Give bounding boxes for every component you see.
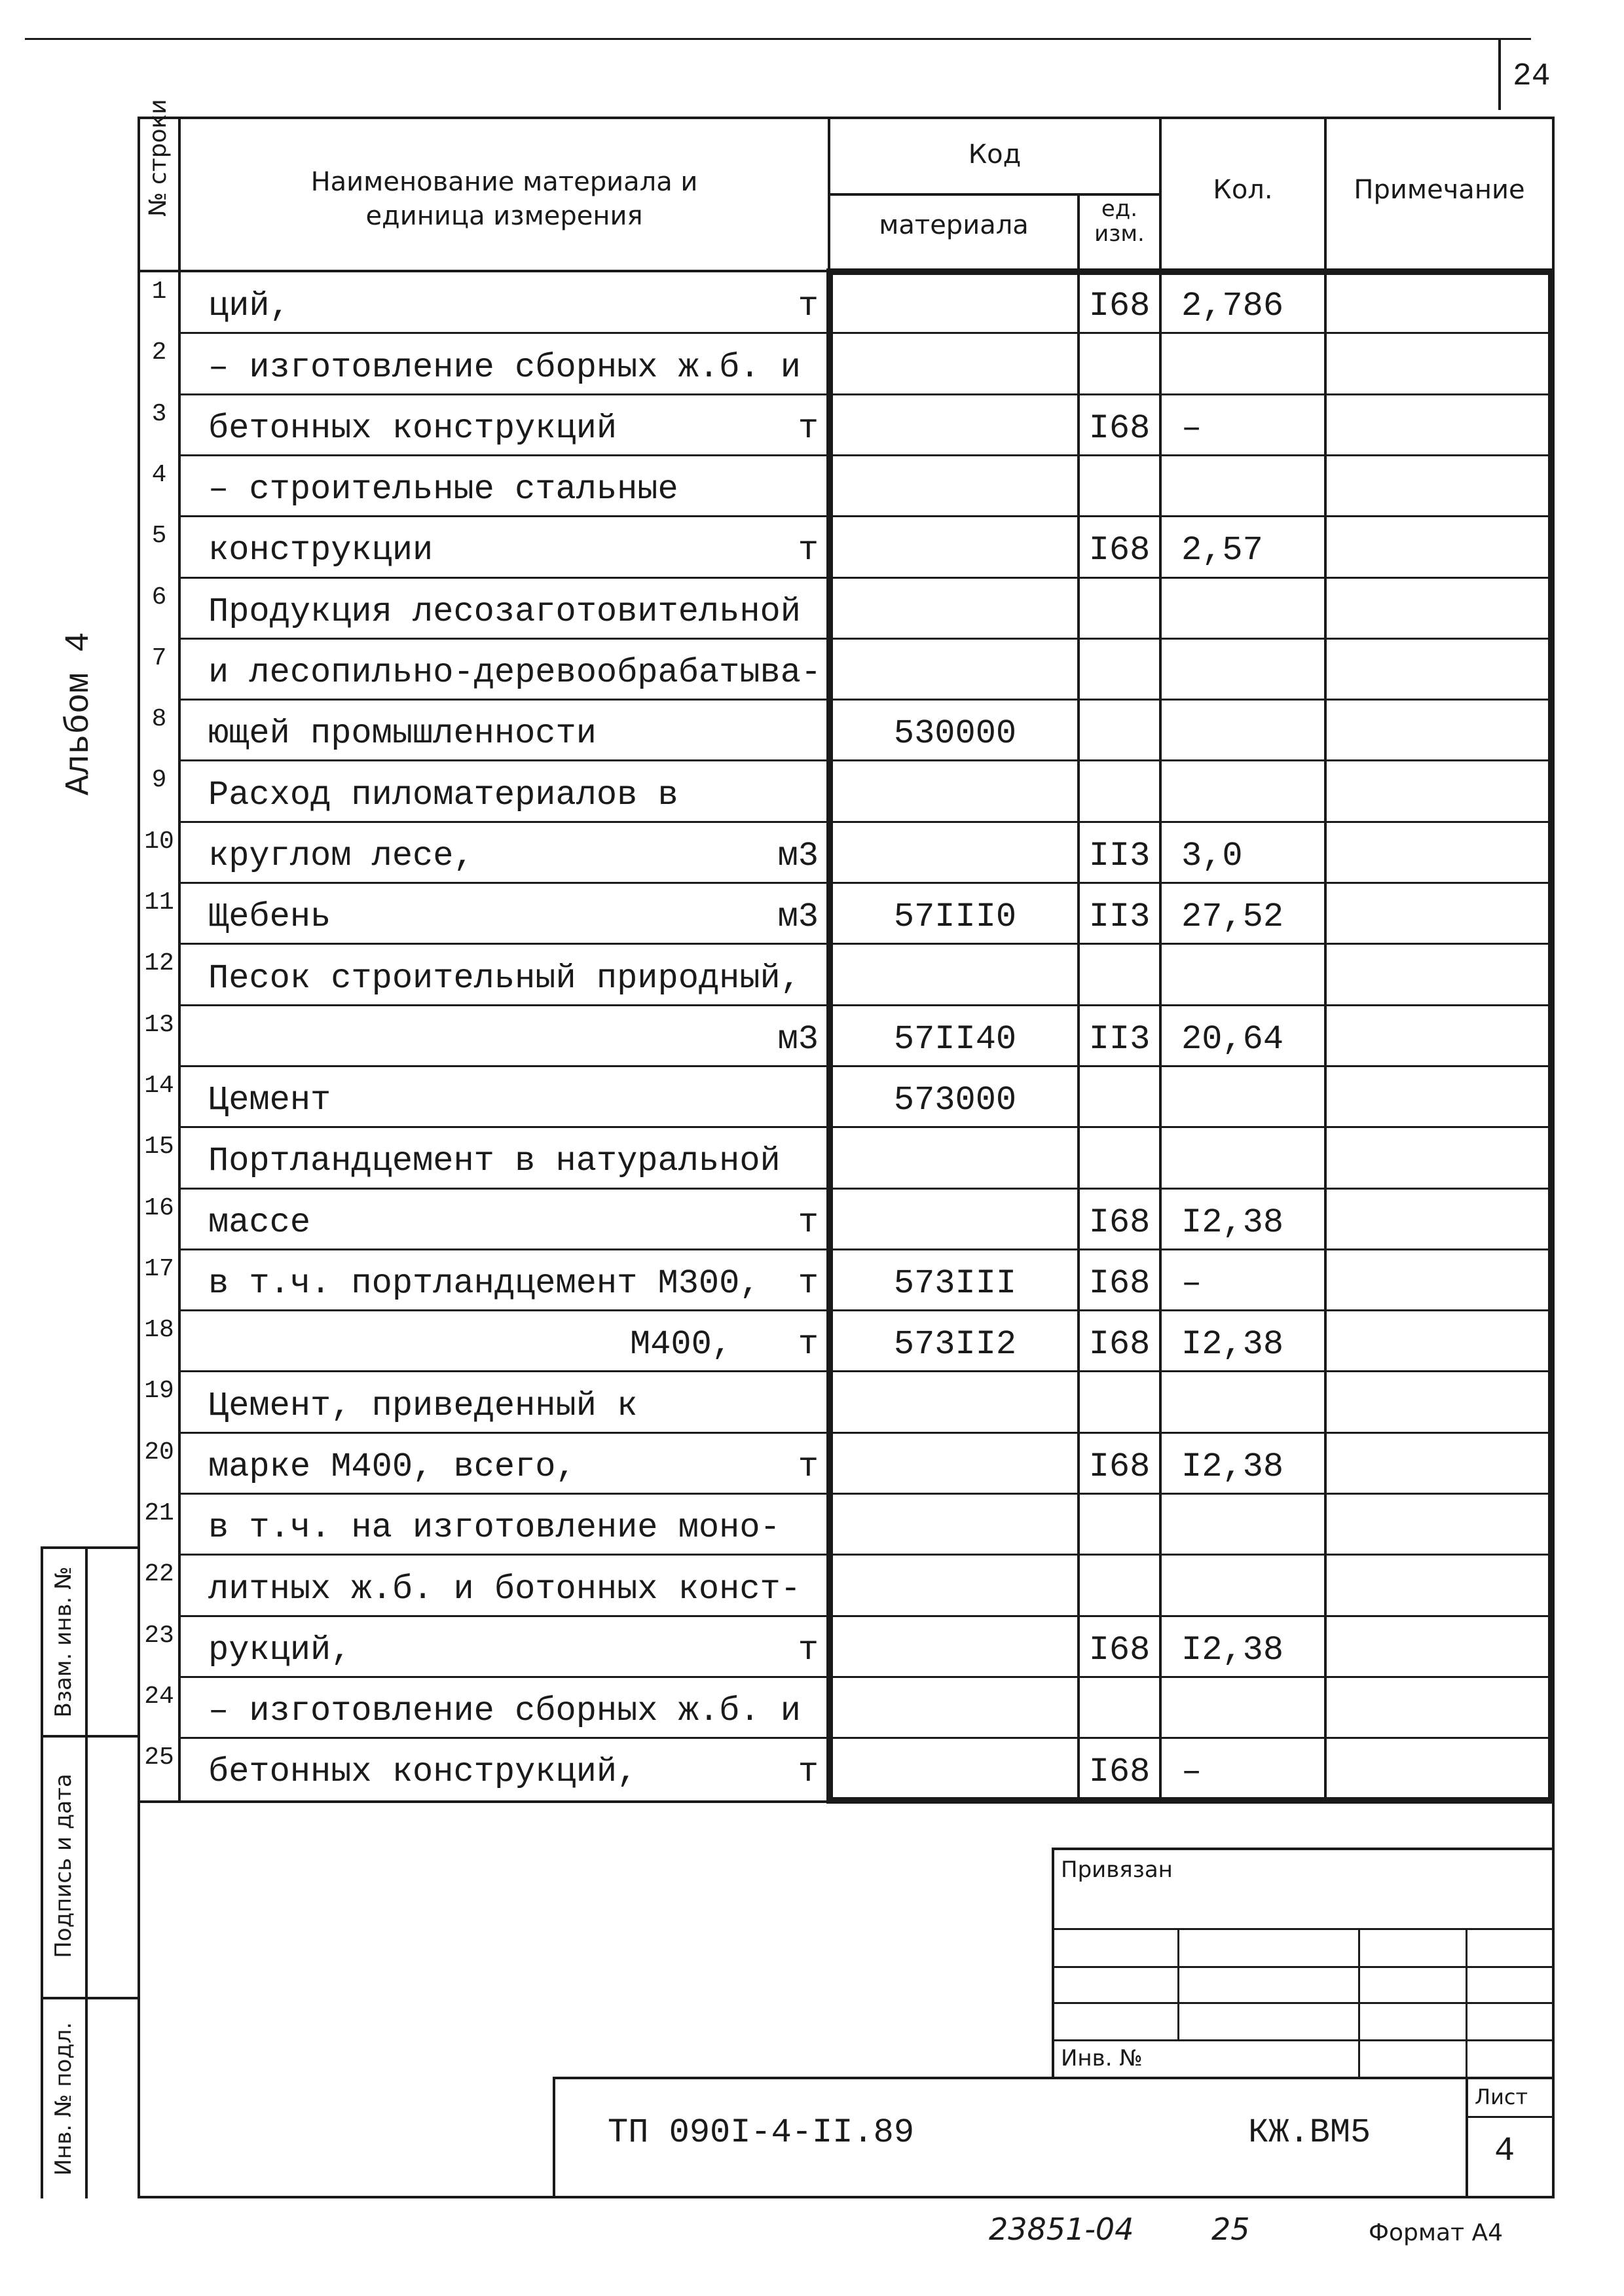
row-number: 13 — [144, 1010, 174, 1039]
side-label-inv-podl: Инв. № подл. — [50, 2022, 77, 2176]
row-unit-code: I68 — [1088, 1753, 1151, 1792]
row-unit: т — [798, 1447, 819, 1486]
row-unit-code — [1080, 578, 1159, 631]
row-unit — [753, 456, 819, 509]
header-unit-line2: изм. — [1094, 221, 1145, 247]
row-unit: т — [798, 1753, 819, 1792]
row-unit-code: I68 — [1088, 1325, 1151, 1364]
row-number: 6 — [151, 583, 167, 611]
row-quantity: I2,38 — [1181, 1325, 1284, 1364]
row-unit-code — [1080, 944, 1159, 997]
row-quantity — [1162, 333, 1324, 386]
stamp-grid-v1 — [1177, 1928, 1179, 2039]
row-code — [833, 822, 1077, 875]
row-code — [833, 1127, 1077, 1180]
row-code — [833, 333, 1077, 386]
header-row-no: № строки — [144, 99, 172, 217]
side-label-podpis: Подпись и дата — [50, 1774, 77, 1958]
row-code — [833, 456, 1077, 509]
table-bottom-line — [138, 1800, 828, 1803]
footer-format: Формат А4 — [1369, 2219, 1504, 2246]
header-name-line1: Наименование материала и — [310, 167, 698, 197]
stamp-main-left — [553, 2077, 555, 2198]
row-unit-code: II3 — [1088, 898, 1151, 937]
row-number: 4 — [151, 460, 167, 489]
row-unit-code — [1080, 639, 1159, 692]
stamp-left — [1052, 1848, 1054, 2077]
top-rule — [25, 38, 1531, 40]
row-unit-code: I68 — [1088, 287, 1151, 326]
row-unit — [753, 761, 819, 814]
row-unit-code: II3 — [1088, 1019, 1151, 1059]
stamp-mark: КЖ.ВМ5 — [1248, 2113, 1371, 2152]
row-quantity — [1162, 761, 1324, 814]
row-unit — [753, 1372, 819, 1425]
row-unit-code — [1080, 1555, 1159, 1608]
row-unit-code: I68 — [1088, 1447, 1151, 1486]
page-number-divider — [1498, 38, 1501, 110]
row-name — [208, 1006, 811, 1059]
side-box-sep2 — [41, 1997, 139, 1999]
row-code — [833, 1616, 1077, 1669]
row-name: Портландцемент в натуральной — [208, 1142, 781, 1181]
row-quantity: – — [1181, 1753, 1202, 1792]
row-quantity — [1162, 1372, 1324, 1425]
row-name: – строительные стальные — [208, 470, 678, 509]
row-number: 5 — [151, 522, 167, 551]
row-name: марке М400, всего, — [208, 1447, 576, 1486]
row-code — [833, 395, 1077, 448]
row-name: – изготовление сборных ж.б. и — [208, 1692, 801, 1731]
row-code — [833, 761, 1077, 814]
stamp-sheet-label: Лист — [1475, 2085, 1528, 2109]
stamp-grid-v3 — [1466, 1928, 1467, 2077]
row-number: 1 — [151, 278, 167, 306]
row-unit-code: I68 — [1088, 531, 1151, 570]
row-unit — [753, 333, 819, 386]
row-code — [833, 578, 1077, 631]
row-quantity — [1162, 1494, 1324, 1547]
row-number: 8 — [151, 705, 167, 734]
row-number: 23 — [144, 1621, 174, 1650]
row-code: 573II2 — [893, 1325, 1017, 1364]
row-unit-code — [1080, 1372, 1159, 1425]
thick-bottom — [826, 1797, 1555, 1804]
row-code — [833, 1555, 1077, 1608]
col-note-line — [1324, 117, 1327, 1803]
row-name: Щебень — [208, 898, 331, 937]
row-unit-code — [1080, 1677, 1159, 1730]
row-unit: т — [798, 1264, 819, 1303]
row-quantity: I2,38 — [1181, 1630, 1284, 1669]
side-box-divider — [85, 1546, 88, 2198]
row-code — [833, 1738, 1077, 1791]
row-quantity — [1162, 1555, 1324, 1608]
row-unit: т — [798, 1325, 819, 1364]
row-unit-code: I68 — [1088, 1630, 1151, 1669]
thick-right — [1548, 268, 1555, 1804]
row-number: 21 — [144, 1499, 174, 1527]
header-unit-line1: ед. — [1101, 196, 1138, 222]
row-quantity: 20,64 — [1181, 1019, 1284, 1059]
row-quantity — [1162, 944, 1324, 997]
row-code — [833, 639, 1077, 692]
row-name: массе — [208, 1203, 311, 1242]
row-quantity: 2,786 — [1181, 287, 1284, 326]
thick-left — [826, 268, 833, 1804]
row-name: ющей промышленности — [208, 714, 597, 754]
row-code — [833, 1372, 1077, 1425]
stamp-top — [1052, 1848, 1555, 1850]
header-note: Примечание — [1354, 175, 1525, 205]
row-number: 18 — [144, 1316, 174, 1345]
row-unit-code: I68 — [1088, 409, 1151, 448]
stamp-grid-h3 — [1052, 2002, 1555, 2004]
row-code — [833, 1494, 1077, 1547]
row-quantity — [1162, 1066, 1324, 1120]
frame-bottom — [138, 2196, 1555, 2198]
row-quantity: 2,57 — [1181, 531, 1263, 570]
row-unit-code — [1080, 1127, 1159, 1180]
stamp-grid-v2 — [1358, 1928, 1360, 2077]
stamp-sheet-sep — [1466, 2116, 1555, 2118]
row-quantity: – — [1181, 1264, 1202, 1303]
header-name — [181, 165, 828, 233]
row-code — [833, 1189, 1077, 1242]
row-unit-code: I68 — [1088, 1203, 1151, 1242]
stamp-sheet-left — [1466, 2077, 1468, 2198]
row-name: рукций, — [208, 1630, 352, 1669]
row-name: литных ж.б. и ботонных конст- — [208, 1569, 801, 1609]
row-number: 14 — [144, 1071, 174, 1100]
header-material: материала — [879, 210, 1029, 240]
row-code: 57III0 — [893, 898, 1017, 937]
row-quantity: I2,38 — [1181, 1203, 1284, 1242]
row-unit: м3 — [777, 898, 819, 937]
row-quantity — [1162, 578, 1324, 631]
row-name: М400, — [629, 1325, 732, 1364]
row-quantity: – — [1181, 409, 1202, 448]
row-name: в т.ч. портландцемент М300, — [208, 1264, 760, 1303]
row-quantity — [1162, 1677, 1324, 1730]
row-unit — [753, 944, 819, 997]
frame-top — [138, 117, 1555, 119]
stamp-grid-h2 — [1052, 1966, 1555, 1968]
row-unit-code — [1080, 333, 1159, 386]
stamp-inv-no: Инв. № — [1061, 2045, 1143, 2071]
row-unit — [753, 1677, 819, 1730]
row-unit: т — [798, 409, 819, 448]
stamp-doc-code: ТП 090I-4-II.89 — [608, 2113, 915, 2152]
row-number: 10 — [144, 827, 174, 856]
row-name: Продукция лесозаготовительной — [208, 592, 801, 631]
side-label-vzam: Взам. инв. № — [50, 1566, 77, 1718]
row-number: 20 — [144, 1438, 174, 1467]
header-unit — [1080, 196, 1159, 246]
header-qty: Кол. — [1213, 175, 1273, 205]
row-code: 57II40 — [893, 1019, 1017, 1059]
row-unit — [753, 1127, 819, 1180]
row-name: бетонных конструкций, — [208, 1753, 638, 1792]
row-unit — [753, 639, 819, 692]
row-code — [833, 517, 1077, 570]
row-unit: т — [798, 1203, 819, 1242]
row-unit-code — [1080, 700, 1159, 753]
row-unit — [753, 1555, 819, 1608]
row-quantity: I2,38 — [1181, 1447, 1284, 1486]
row-unit: м3 — [777, 836, 819, 875]
header-name-line2: единица измерения — [365, 201, 643, 231]
stamp-grid-h1 — [1052, 1928, 1555, 1930]
row-name: и лесопильно-деревообрабатыва- — [208, 653, 822, 693]
row-name: конструкции — [208, 531, 434, 570]
row-number: 16 — [144, 1194, 174, 1222]
row-code: 573III — [893, 1264, 1017, 1303]
row-name: круглом лесе, — [208, 836, 474, 875]
row-unit-code — [1080, 1494, 1159, 1547]
stamp-sheet-no: 4 — [1494, 2132, 1515, 2170]
row-name: Песок строительный природный, — [208, 958, 801, 998]
row-code — [833, 1433, 1077, 1486]
row-number: 2 — [151, 338, 167, 367]
side-box-left — [41, 1546, 43, 2198]
row-name: в т.ч. на изготовление моно- — [208, 1508, 781, 1548]
row-quantity: 3,0 — [1181, 836, 1243, 875]
row-name: Цемент — [208, 1081, 331, 1120]
row-number: 7 — [151, 644, 167, 672]
col-rownum-line — [178, 117, 181, 1803]
row-name: ций, — [208, 287, 290, 326]
row-number: 19 — [144, 1377, 174, 1406]
row-unit-code: I68 — [1088, 1264, 1151, 1303]
row-quantity — [1162, 700, 1324, 753]
page-number: 24 — [1513, 59, 1551, 94]
footer-number: 23851-04 — [989, 2212, 1134, 2247]
row-number: 9 — [151, 766, 167, 795]
row-unit-code — [1080, 456, 1159, 509]
stamp-grid-h4 — [1052, 2039, 1555, 2041]
row-number: 22 — [144, 1560, 174, 1589]
row-quantity: 27,52 — [1181, 898, 1284, 937]
row-quantity — [1162, 1127, 1324, 1180]
row-code — [833, 1677, 1077, 1730]
row-quantity — [1162, 456, 1324, 509]
row-name: бетонных конструкций — [208, 409, 618, 448]
row-name: – изготовление сборных ж.б. и — [208, 348, 801, 387]
row-unit: т — [798, 1630, 819, 1669]
row-number: 11 — [144, 888, 174, 917]
row-code — [833, 944, 1077, 997]
row-unit: м3 — [777, 1019, 819, 1059]
row-quantity — [1162, 639, 1324, 692]
row-unit: т — [798, 531, 819, 570]
row-code — [833, 272, 1077, 325]
row-code: 530000 — [893, 714, 1017, 754]
row-unit — [753, 700, 819, 753]
header-code: Код — [968, 139, 1022, 170]
row-unit-code — [1080, 761, 1159, 814]
row-code: 573000 — [893, 1081, 1017, 1120]
stamp-privyazan: Привязан — [1061, 1857, 1173, 1883]
row-name: Расход пиломатериалов в — [208, 775, 678, 814]
row-unit — [753, 1494, 819, 1547]
row-unit — [753, 578, 819, 631]
row-number: 25 — [144, 1743, 174, 1772]
album-label: Альбом 4 — [59, 632, 98, 795]
row-unit — [753, 1066, 819, 1120]
footer-page: 25 — [1211, 2212, 1250, 2247]
row-unit-code — [1080, 1066, 1159, 1120]
row-number: 17 — [144, 1254, 174, 1283]
row-number: 12 — [144, 949, 174, 978]
row-unit: т — [798, 287, 819, 326]
row-name: Цемент, приведенный к — [208, 1386, 638, 1425]
row-number: 3 — [151, 399, 167, 428]
row-number: 15 — [144, 1133, 174, 1161]
stamp-main-top — [553, 2077, 1555, 2079]
row-unit-code: II3 — [1088, 836, 1151, 875]
row-number: 24 — [144, 1682, 174, 1711]
